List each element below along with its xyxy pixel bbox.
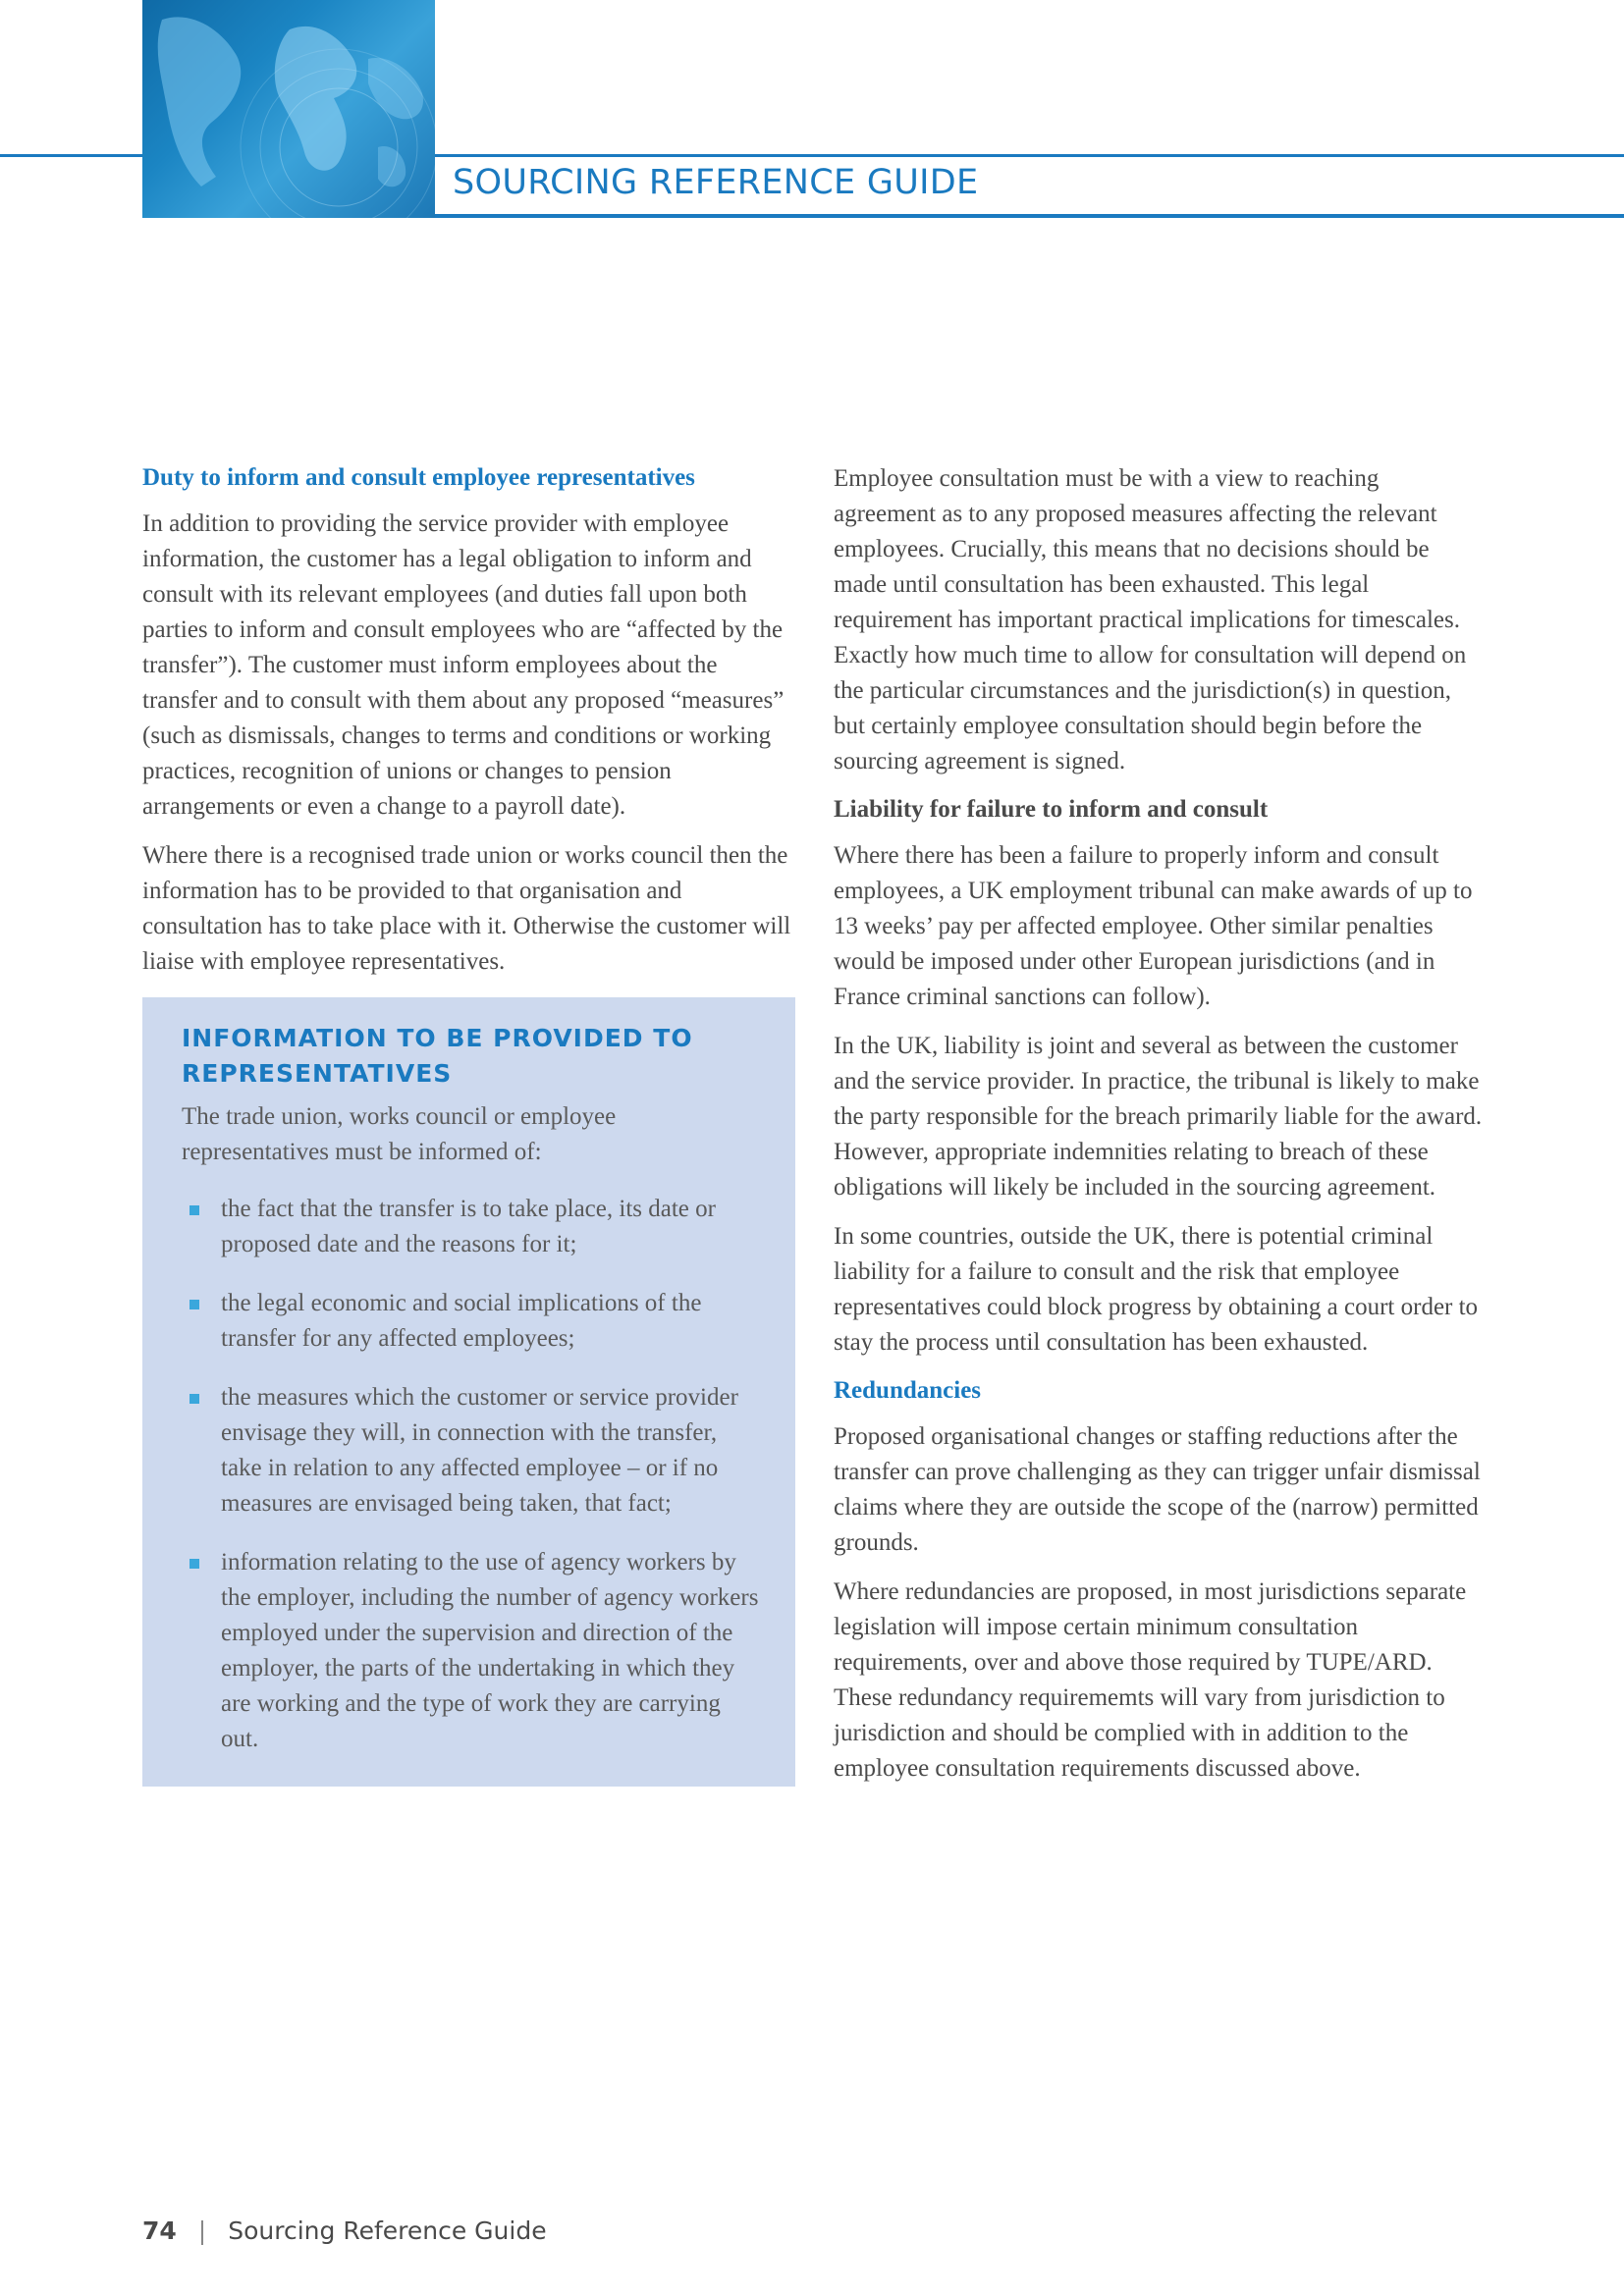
footer-separator: | [197,2216,207,2245]
section-heading-liability: Liability for failure to inform and consult [834,796,1269,823]
square-bullet-icon [189,1559,199,1569]
list-item [182,1545,760,1757]
section-heading-redundancies: Redundancies [834,1377,982,1404]
left-column [142,461,795,1787]
list-item-text: the measures which the customer or service provider envisage they will, in connection with the transfer, take in relation to any affected employee – or if no measures are envisaged being taken, that fact; [221,1384,738,1517]
paragraph: In the UK, liability is joint and several as between the customer and the service provider. In practice, the tribunal is likely to make the party responsible for the breach primarily liable for the award. However, appropriate indemnities relating to breach of these obligations will likely be included in the sourcing agreement. [834,1033,1483,1201]
list-item [182,1286,760,1357]
header-rule-bottom [435,214,1624,218]
callout-title: INFORMATION TO BE PROVIDED TO REPRESENTATIVES [182,1024,693,1088]
callout-intro: The trade union, works council or employee representatives must be informed of: [182,1103,617,1165]
paragraph: In addition to providing the service provider with employee information, the customer has a legal obligation to inform and consult with its relevant employees (and duties fall upon both parties to inform and consult employees who are “affected by the transfer”). The customer must inform employees about the transfer and to consult with them about any proposed “measures” (such as dismissals, changes to terms and conditions or working practices, recognition of unions or changes to pension arrangements or even a change to a payroll date). [142,510,785,820]
right-column [834,461,1487,1800]
paragraph: Where there is a recognised trade union or works council then the information has to be provided to that organisation and consultation has to take place with it. Otherwise the customer will liaise with employee representatives. [142,842,791,975]
square-bullet-icon [189,1300,199,1309]
world-map-graphic [142,0,435,218]
list-item [182,1192,760,1262]
globe-banner-image [142,0,435,218]
square-bullet-icon [189,1205,199,1215]
callout-bullet-list [182,1192,760,1757]
paragraph: In some countries, outside the UK, there is potential criminal liability for a failure to consult and the risk that employee representatives could block progress by obtaining a court order to stay the process until consultation has been exhausted. [834,1223,1479,1356]
paragraph: Where there has been a failure to properly inform and consult employees, a UK employment tribunal can make awards of up to 13 weeks’ pay per affected employee. Other similar penalties would be imposed under other European jurisdictions (and in France criminal sanctions can follow). [834,842,1473,1010]
paragraph: Where redundancies are proposed, in most jurisdictions separate legislation will impose certain minimum consultation requirements, over and above those required by TUPE/ARD. These redundancy requirememts will vary from jurisdiction to jurisdiction and should be complied with in addition to the employee consultation requirements discussed above. [834,1578,1467,1782]
information-callout-box [142,997,795,1787]
page-number: 74 [142,2216,177,2245]
square-bullet-icon [189,1394,199,1404]
document-header-title: SOURCING REFERENCE GUIDE [453,163,979,202]
list-item [182,1380,760,1522]
page-footer [142,2216,547,2245]
list-item-text: information relating to the use of agency workers by the employer, including the number of agency workers employed under the supervision and direction of the employer, the parts of the undertaking in which they are working and the type of work they are carrying out. [221,1549,759,1752]
paragraph: Proposed organisational changes or staffing reductions after the transfer can prove challenging as they can trigger unfair dismissal claims where they are outside the scope of the (narrow) permitted grounds. [834,1423,1481,1556]
section-heading-duty-to-inform: Duty to inform and consult employee representatives [142,464,695,491]
list-item-text: the fact that the transfer is to take place, its date or proposed date and the reasons for it; [221,1196,716,1257]
list-item-text: the legal economic and social implications of the transfer for any affected employees; [221,1290,702,1352]
paragraph: Employee consultation must be with a view to reaching agreement as to any proposed measures affecting the relevant employees. Crucially, this means that no decisions should be made until consultation has been exhausted. This legal requirement has important practical implications for timescales. Exactly how much time to allow for consultation will depend on the particular circumstances and the jurisdiction(s) in question, but certainly employee consultation should begin before the sourcing agreement is signed. [834,465,1467,774]
footer-label: Sourcing Reference Guide [228,2216,547,2245]
